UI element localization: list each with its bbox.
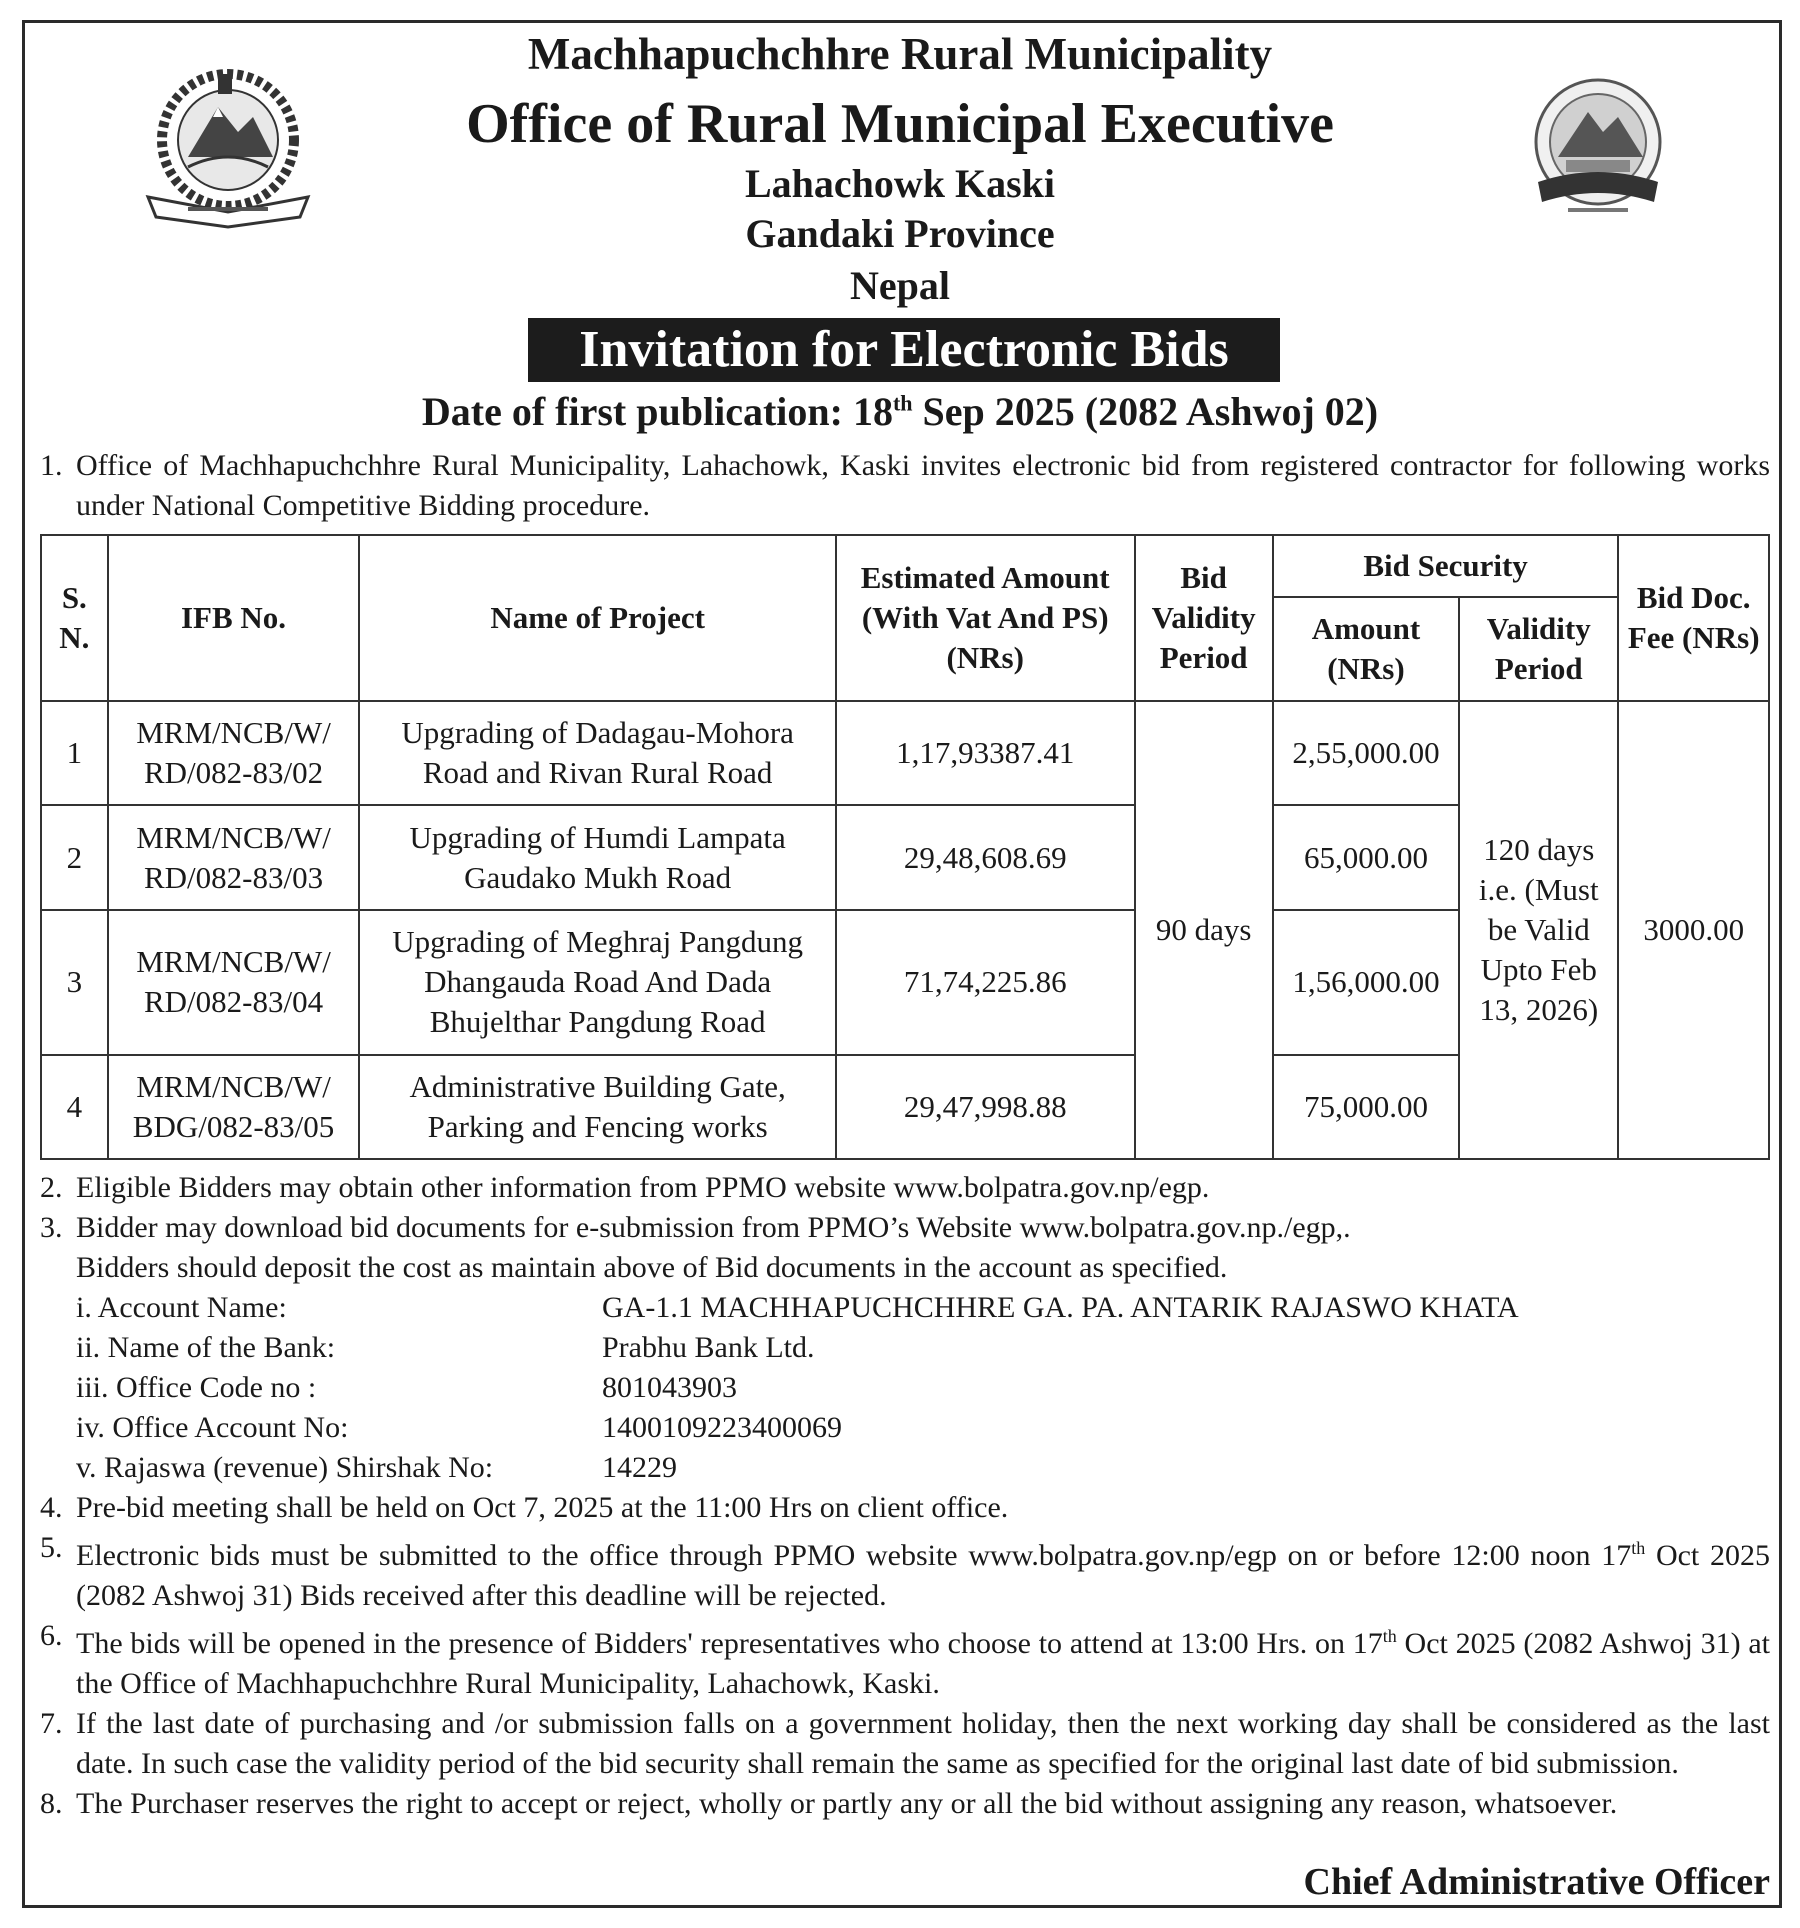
account-row: [40, 1408, 1770, 1448]
item-text: The Purchaser reserves the right to accept or reject, wholly or partly any or all the bid without assigning any reason, whatsoever.: [76, 1787, 1618, 1820]
item-text: The bids will be opened in the presence of Bidders' representatives who choose to attend at 13:00 Hrs. on 17th Oct 2025 (2082 Ashwoj 31) at the Office of Machhapuchchhre Rural Municipality, Lahachowk, Kaski.: [76, 1626, 1770, 1700]
row-ifb: MRM/NCB/W/ BDG/082-83/05: [108, 1055, 360, 1159]
province-line: Gandaki Province: [745, 211, 1055, 256]
terms-list: [40, 1168, 1770, 1824]
row-sn: 2: [41, 805, 108, 909]
row-sn: 4: [41, 1055, 108, 1159]
account-value: GA-1.1 MACHHAPUCHCHHRE GA. PA. ANTARIK RAJASWO KHATA: [602, 1291, 1519, 1324]
municipality-name: Machhapuchchhre Rural Municipality: [527, 29, 1273, 79]
list-item: [40, 1168, 1770, 1208]
item-number: 6.: [40, 1619, 63, 1652]
item-text: If the last date of purchasing and /or submission falls on a government holiday, then the next working day shall be considered as the last date. In such case the validity period of the bid security shall remain the same as specified for the original last date of bid submission.: [76, 1707, 1770, 1780]
account-value: Prabhu Bank Ltd.: [602, 1331, 815, 1364]
account-label: iv. Office Account No:: [76, 1411, 349, 1444]
account-label: iii. Office Code no :: [76, 1371, 317, 1404]
row-sn: 3: [41, 910, 108, 1055]
row-ifb: MRM/NCB/W/ RD/082-83/04: [108, 910, 360, 1055]
account-label: v. Rajaswa (revenue) Shirshak No:: [76, 1451, 494, 1484]
list-item: [40, 1208, 1770, 1288]
list-item: [40, 1616, 1770, 1704]
item-number: 8.: [40, 1787, 63, 1820]
row-estimate: 29,47,998.88: [836, 1055, 1135, 1159]
row-project: Upgrading of Humdi Lampata Gaudako Mukh Road: [359, 805, 835, 909]
row-ifb: MRM/NCB/W/ RD/082-83/03: [108, 805, 360, 909]
account-label: i. Account Name:: [76, 1291, 287, 1324]
account-value: 14229: [602, 1451, 677, 1484]
list-item: [40, 1784, 1770, 1824]
signature-title: Chief Administrative Officer: [1303, 1861, 1770, 1903]
page-title: Invitation for Electronic Bids: [528, 318, 1280, 382]
item-number: 4.: [40, 1491, 63, 1524]
doc-fee-cell: 3000.00: [1618, 701, 1769, 1159]
row-estimate: 29,48,608.69: [836, 805, 1135, 909]
header-estimate: Estimated Amount (With Vat And PS) (NRs): [836, 535, 1135, 701]
list-item: [40, 1488, 1770, 1528]
row-estimate: 1,17,93387.41: [836, 701, 1135, 805]
header-ifb: IFB No.: [108, 535, 360, 701]
header-fee: Bid Doc. Fee (NRs): [1618, 535, 1769, 701]
account-row: [40, 1448, 1770, 1488]
row-sn: 1: [41, 701, 108, 805]
intro-text: Office of Machhapuchchhre Rural Municipality, Lahachowk, Kaski invites electronic bid from registered contractor for following works under National Competitive Bidding procedure.: [76, 449, 1770, 522]
row-security: 75,000.00: [1273, 1055, 1459, 1159]
item-text: Bidder may download bid documents for e-submission from PPMO’s Website www.bolpatra.gov.np./egp,.: [76, 1211, 1351, 1244]
item-number: 3.: [40, 1211, 63, 1244]
office-name: Office of Rural Municipal Executive: [466, 93, 1334, 155]
address-line: Lahachowk Kaski: [744, 161, 1056, 206]
header-sn: S. N.: [41, 535, 108, 701]
row-project: Administrative Building Gate, Parking and Fencing works: [359, 1055, 835, 1159]
account-label: ii. Name of the Bank:: [76, 1331, 336, 1364]
row-project: Upgrading of Dadagau-Mohora Road and Rivan Rural Road: [359, 701, 835, 805]
row-project: Upgrading of Meghraj Pangdung Dhangauda Road And Dada Bhujelthar Pangdung Road: [359, 910, 835, 1055]
row-estimate: 71,74,225.86: [836, 910, 1135, 1055]
security-validity-cell: 120 days i.e. (Must be Valid Upto Feb 13, 2026): [1459, 701, 1618, 1159]
country-line: Nepal: [850, 263, 950, 308]
item-text: Electronic bids must be submitted to the office through PPMO website www.bolpatra.gov.np/egp on or before 12:00 noon 17th Oct 2025 (2082 Ashwoj 31) Bids received after this deadline will be rejected.: [76, 1538, 1770, 1612]
item-number: 5.: [40, 1531, 63, 1564]
row-security: 2,55,000.00: [1273, 701, 1459, 805]
list-item: [40, 1528, 1770, 1616]
intro-paragraph: [40, 446, 1770, 526]
item-number: 1.: [40, 449, 63, 482]
bid-validity-cell: 90 days: [1135, 701, 1273, 1159]
account-value: 801043903: [602, 1371, 737, 1404]
item-text-continued: Bidders should deposit the cost as maintain above of Bid documents in the account as specified.: [76, 1251, 1228, 1284]
item-text: Pre-bid meeting shall be held on Oct 7, 2025 at the 11:00 Hrs on client office.: [76, 1491, 1009, 1524]
row-security: 65,000.00: [1273, 805, 1459, 909]
account-row: [40, 1368, 1770, 1408]
account-value: 1400109223400069: [602, 1411, 842, 1444]
header-security-amount: Amount (NRs): [1273, 597, 1459, 701]
row-ifb: MRM/NCB/W/ RD/082-83/02: [108, 701, 360, 805]
list-item: [40, 1704, 1770, 1784]
account-row: [40, 1288, 1770, 1328]
bid-table: [40, 534, 1770, 1160]
publication-date: Date of first publication: 18th Sep 2025 (2082 Ashwoj 02): [421, 389, 1379, 434]
header-validity: Bid Validity Period: [1135, 535, 1273, 701]
account-row: [40, 1328, 1770, 1368]
item-number: 7.: [40, 1707, 63, 1740]
table-row: [41, 701, 1769, 805]
header-project: Name of Project: [359, 535, 835, 701]
item-text: Eligible Bidders may obtain other information from PPMO website www.bolpatra.gov.np/egp.: [76, 1171, 1210, 1204]
header-security: Bid Security: [1273, 535, 1619, 597]
item-number: 2.: [40, 1171, 63, 1204]
row-security: 1,56,000.00: [1273, 910, 1459, 1055]
header-security-validity: Validity Period: [1459, 597, 1618, 701]
